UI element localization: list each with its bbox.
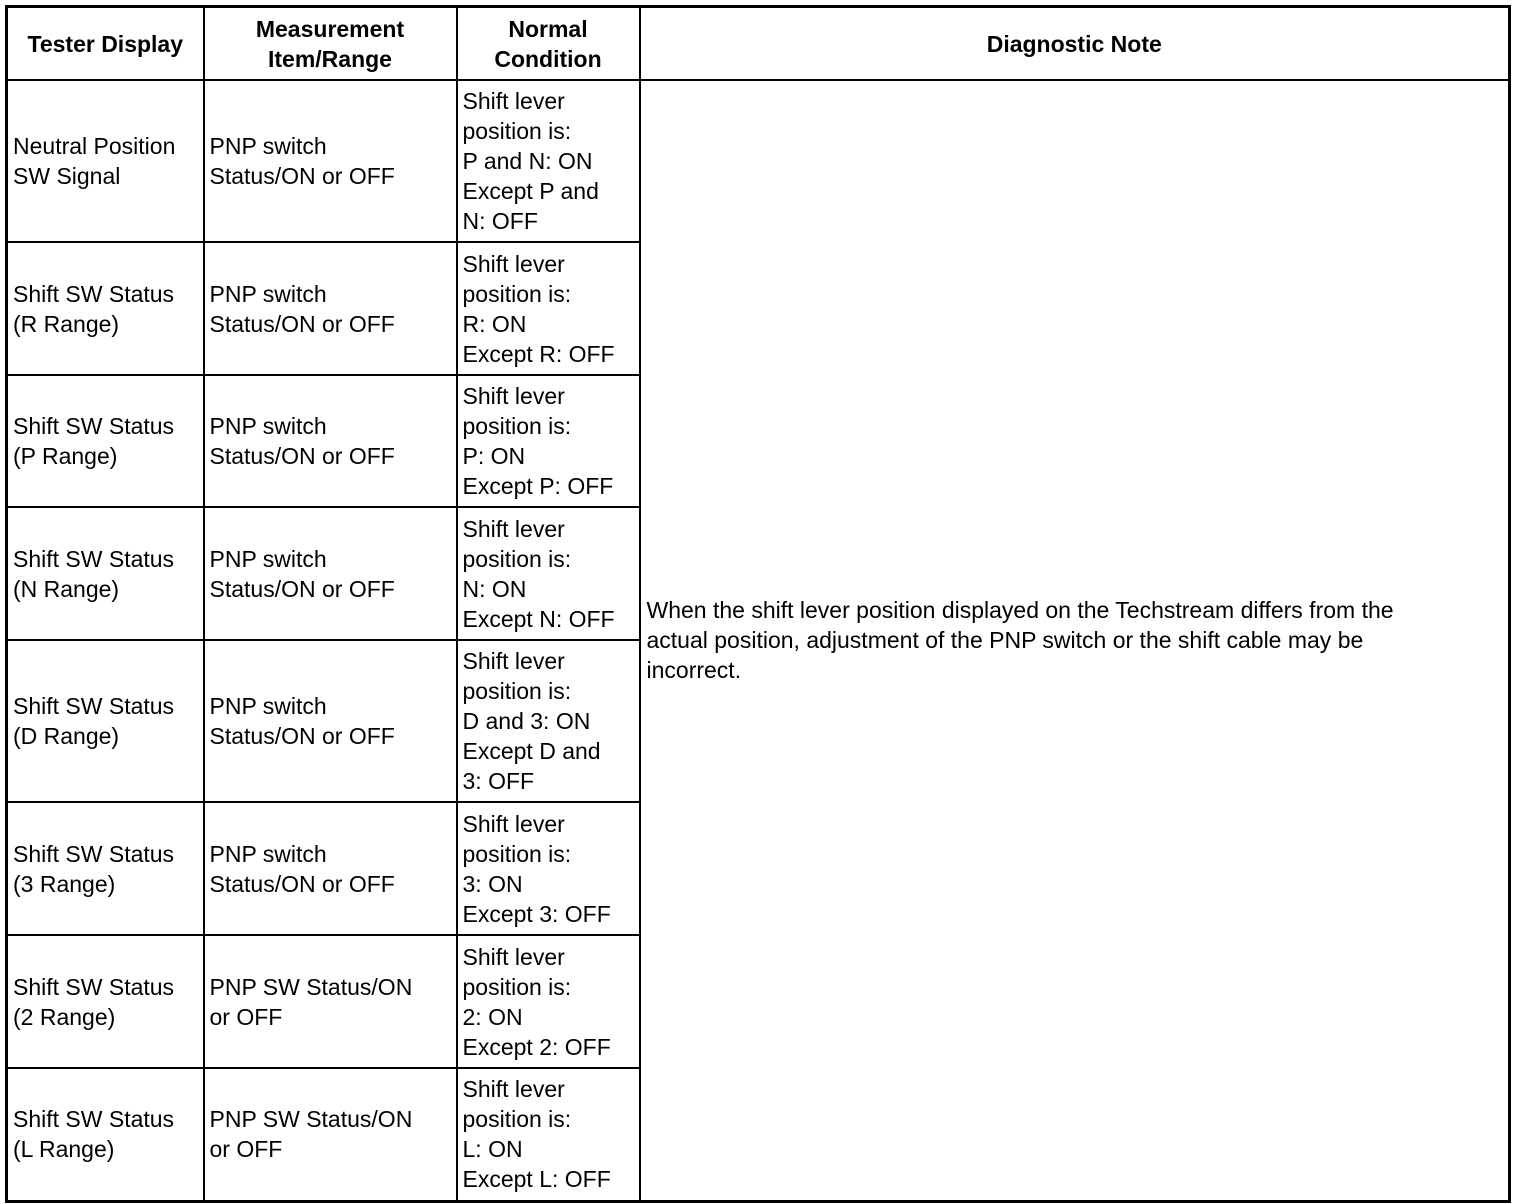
cell-normal-condition: Shift lever position is: R: ON Except R: OFF (457, 242, 640, 375)
cell-tester-display: Shift SW Status (R Range) (7, 242, 204, 375)
header-diagnostic-note: Diagnostic Note (640, 7, 1510, 81)
cell-tester-display: Shift SW Status (P Range) (7, 375, 204, 507)
tester-data-table (5, 5, 1511, 1203)
cell-measurement: PNP switch Status/ON or OFF (204, 507, 457, 640)
cell-measurement: PNP switch Status/ON or OFF (204, 802, 457, 935)
cell-measurement: PNP SW Status/ON or OFF (204, 1068, 457, 1201)
header-normal-condition: Normal Condition (457, 7, 640, 81)
cell-normal-condition: Shift lever position is: P and N: ON Except P and N: OFF (457, 80, 640, 242)
cell-tester-display: Shift SW Status (L Range) (7, 1068, 204, 1201)
cell-normal-condition: Shift lever position is: L: ON Except L: OFF (457, 1068, 640, 1201)
cell-normal-condition: Shift lever position is: 3: ON Except 3: OFF (457, 802, 640, 935)
header-tester-display: Tester Display (7, 7, 204, 81)
cell-tester-display: Neutral Position SW Signal (7, 80, 204, 242)
cell-tester-display: Shift SW Status (N Range) (7, 507, 204, 640)
cell-normal-condition: Shift lever position is: D and 3: ON Except D and 3: OFF (457, 640, 640, 802)
cell-measurement: PNP switch Status/ON or OFF (204, 375, 457, 507)
cell-tester-display: Shift SW Status (3 Range) (7, 802, 204, 935)
cell-diagnostic-note: When the shift lever position displayed on the Techstream differs from the actual position, adjustment of the PNP switch or the shift cable may be incorrect. (640, 80, 1510, 1201)
table-header-row (7, 7, 1510, 81)
cell-measurement: PNP switch Status/ON or OFF (204, 242, 457, 375)
table-row (7, 80, 1510, 242)
cell-normal-condition: Shift lever position is: P: ON Except P: OFF (457, 375, 640, 507)
cell-tester-display: Shift SW Status (2 Range) (7, 935, 204, 1068)
cell-measurement: PNP switch Status/ON or OFF (204, 80, 457, 242)
cell-normal-condition: Shift lever position is: 2: ON Except 2: OFF (457, 935, 640, 1068)
cell-measurement: PNP switch Status/ON or OFF (204, 640, 457, 802)
header-measurement-item-range: Measurement Item/Range (204, 7, 457, 81)
cell-tester-display: Shift SW Status (D Range) (7, 640, 204, 802)
cell-normal-condition: Shift lever position is: N: ON Except N: OFF (457, 507, 640, 640)
cell-measurement: PNP SW Status/ON or OFF (204, 935, 457, 1068)
